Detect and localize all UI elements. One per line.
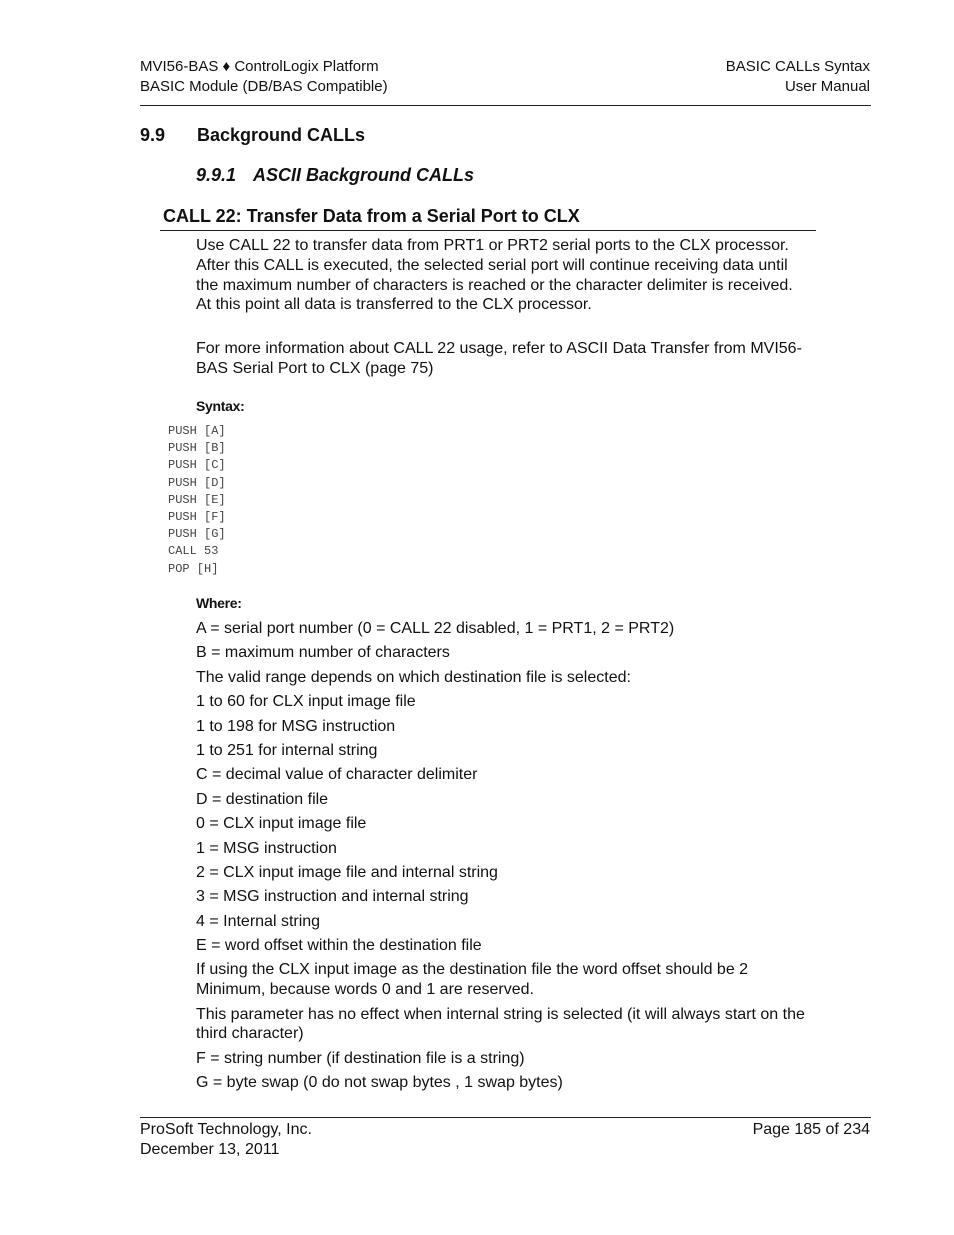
where-item: The valid range depends on which destination file is selected:	[196, 668, 631, 686]
reference-paragraph: For more information about CALL 22 usage, refer to ASCII Data Transfer from MVI56-BAS Serial Port to CLX (page 75)	[196, 340, 802, 377]
where-item: E = word offset within the destination file	[196, 937, 482, 955]
subsection-title: ASCII Background CALLs	[253, 165, 475, 185]
syntax-label: Syntax:	[196, 398, 245, 414]
where-item: A = serial port number (0 = CALL 22 disabled, 1 = PRT1, 2 = PRT2)	[196, 620, 675, 637]
where-list	[196, 619, 806, 1098]
section-title: Background CALLs	[197, 125, 366, 145]
footer-page-number: Page 185 of 234	[752, 1121, 870, 1138]
where-item: 4 = Internal string	[196, 912, 321, 930]
header-product-line: MVI56-BAS ♦ ControlLogix Platform	[140, 58, 379, 75]
page-header-left	[140, 57, 388, 96]
where-item: 1 to 251 for internal string	[196, 741, 378, 759]
where-item: B = maximum number of characters	[196, 644, 450, 662]
code-line: PUSH [G]	[168, 527, 226, 542]
section-number: 9.9	[140, 125, 166, 145]
page-header-right	[726, 57, 870, 96]
code-line: PUSH [A]	[168, 424, 226, 438]
code-line: PUSH [B]	[168, 441, 226, 456]
where-item: G = byte swap (0 do not swap bytes , 1 swap bytes)	[196, 1074, 563, 1092]
call-heading: CALL 22: Transfer Data from a Serial Port to CLX	[163, 206, 580, 226]
header-divider	[140, 105, 871, 106]
code-line: CALL 53	[168, 544, 219, 559]
section-heading	[140, 125, 365, 146]
code-line: PUSH [D]	[168, 475, 226, 490]
where-item: 0 = CLX input image file	[196, 815, 367, 833]
where-item: 3 = MSG instruction and internal string	[196, 888, 469, 906]
code-line: PUSH [E]	[168, 492, 226, 507]
where-item: D = destination file	[196, 790, 329, 808]
where-label: Where:	[196, 595, 242, 611]
where-item: 1 to 60 for CLX input image file	[196, 693, 416, 711]
syntax-code-block	[168, 423, 226, 578]
page-footer-left	[140, 1120, 312, 1159]
code-line: PUSH [F]	[168, 510, 226, 525]
footer-divider	[140, 1117, 871, 1118]
where-item: 2 = CLX input image file and internal string	[196, 863, 498, 881]
footer-company: ProSoft Technology, Inc.	[140, 1121, 312, 1138]
page-footer-right	[753, 1120, 870, 1140]
code-line: PUSH [C]	[168, 458, 226, 473]
header-module-line: BASIC Module (DB/BAS Compatible)	[140, 77, 388, 95]
subsection-heading	[196, 165, 474, 186]
header-manual-line: User Manual	[784, 77, 870, 95]
where-item: F = string number (if destination file is a string)	[196, 1049, 525, 1067]
where-item: 1 to 198 for MSG instruction	[196, 717, 396, 735]
call-heading-divider	[160, 230, 816, 231]
code-line: POP [H]	[168, 561, 219, 576]
footer-date: December 13, 2011	[140, 1140, 280, 1158]
subsection-number: 9.9.1	[196, 165, 237, 185]
intro-paragraph: Use CALL 22 to transfer data from PRT1 or PRT2 serial ports to the CLX processor. After this CALL is executed, the selected serial port will continue receiving data until the maximum number of characters is reached or the character delimiter is received. At this point all data is transferred to the CLX processor.	[196, 237, 793, 314]
where-item: 1 = MSG instruction	[196, 839, 337, 857]
where-item: This parameter has no effect when internal string is selected (it will always start on the third character)	[196, 1005, 805, 1043]
where-item: C = decimal value of character delimiter	[196, 766, 478, 784]
header-chapter-line: BASIC CALLs Syntax	[725, 58, 870, 75]
where-item: If using the CLX input image as the destination file the word offset should be 2 Minimum, because words 0 and 1 are reserved.	[196, 961, 749, 999]
